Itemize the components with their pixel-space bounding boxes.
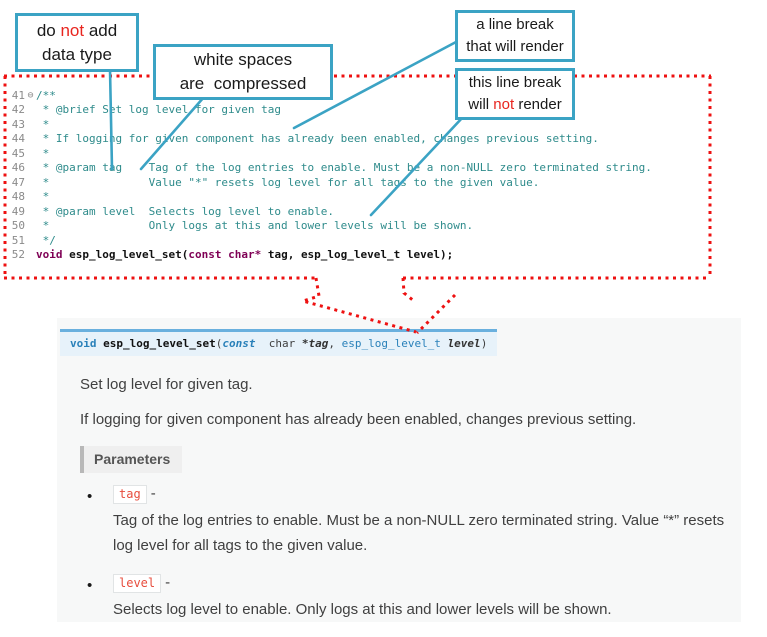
bullet-icon: • <box>87 577 93 594</box>
line-number: 51 <box>11 233 25 247</box>
code-line <box>10 103 710 118</box>
line-number: 43 <box>11 117 25 131</box>
callout-text: render <box>514 96 562 113</box>
doc-description: If logging for given component has already been enabled, changes previous setting. <box>80 411 637 428</box>
callout-text: data type <box>42 44 112 64</box>
line-number: 49 <box>11 204 25 218</box>
sig-space <box>441 337 448 350</box>
sig-char: char <box>262 337 302 350</box>
arrow-down-right-stub <box>403 278 414 301</box>
callout-text: do <box>36 20 61 40</box>
callout-text: white spaces <box>193 50 293 69</box>
callout-text: that will render <box>466 38 564 55</box>
callout-text: add <box>84 20 118 40</box>
list-item <box>87 574 741 622</box>
callout-text: will <box>468 96 494 113</box>
fold-collapse-icon[interactable]: ⊖ <box>27 89 34 101</box>
callout-text: are compressed <box>179 74 307 93</box>
param-name-tag: tag <box>113 485 147 504</box>
param-separator: - <box>150 485 156 502</box>
code-text: */ <box>36 233 56 247</box>
code-text: * <box>36 117 50 131</box>
sig-const: const <box>222 337 263 350</box>
line-number: 41 <box>11 88 25 102</box>
sig-paren: ( <box>215 337 223 350</box>
code-line-declaration <box>10 248 710 263</box>
code-line <box>10 175 710 190</box>
code-text: * @param tag Tag of the log entries to enable. Must be a non-NULL zero terminated string. <box>36 161 652 175</box>
callout-whitespace <box>153 44 333 100</box>
list-item <box>87 485 741 558</box>
code-line <box>10 233 710 248</box>
rendered-doc-panel <box>57 318 741 622</box>
code-text: * <box>36 190 50 204</box>
callout-break-renders <box>455 10 575 62</box>
code-text: * Only logs at this and lower levels will be shown. <box>36 219 474 233</box>
callout-break-no-render <box>455 68 575 120</box>
sig-function-name: esp_log_level_set <box>103 337 216 350</box>
code-text: /** <box>36 88 56 102</box>
param-separator: - <box>165 574 171 591</box>
code-line <box>10 146 710 161</box>
function-name: esp_log_level_set( <box>69 248 189 262</box>
callout-no-datatype <box>15 13 139 72</box>
doc-brief: Set log level for given tag. <box>80 376 253 393</box>
sig-return-type: void <box>70 337 104 350</box>
code-text: * @brief Set log level for given tag <box>36 103 282 117</box>
code-line <box>10 88 710 103</box>
line-number: 44 <box>11 132 25 146</box>
line-number: 45 <box>11 146 25 160</box>
sig-type-link[interactable]: esp_log_level_t <box>341 337 441 350</box>
callout-text-emphasis: not <box>493 96 515 113</box>
sig-param-tag: *tag <box>301 337 329 350</box>
sig-comma: , <box>328 337 342 350</box>
code-line <box>10 132 710 147</box>
sig-param-level: level <box>447 337 481 350</box>
callout-text-emphasis: not <box>60 20 85 40</box>
param-description: Selects log level to enable. Only logs at this and lower levels will be shown. <box>113 601 612 618</box>
callout-text: this line break <box>468 74 562 91</box>
keyword-void: void <box>36 248 70 262</box>
code-text: * <box>36 146 50 160</box>
parameter-list <box>87 485 741 622</box>
code-editor <box>10 88 710 262</box>
parameters-heading: Parameters <box>80 446 182 473</box>
line-number: 48 <box>11 190 25 204</box>
code-text: * @param level Selects log level to enable. <box>36 204 335 218</box>
code-line <box>10 190 710 205</box>
line-number: 50 <box>11 219 25 233</box>
code-line <box>10 204 710 219</box>
sig-close-paren: ) <box>480 337 488 350</box>
bullet-icon: • <box>87 488 93 505</box>
callout-text: a line break <box>476 16 554 33</box>
param-description: Tag of the log entries to enable. Must be a non-NULL zero terminated string. Value “*” resets log level for all tags to the given value. <box>113 512 725 554</box>
code-line <box>10 117 710 132</box>
line-number: 52 <box>11 248 25 262</box>
code-text: * Value "*" resets log level for all tags to the given value. <box>36 175 540 189</box>
keyword-const-char: const char* <box>188 248 262 262</box>
line-number: 47 <box>11 175 25 189</box>
function-args: tag, esp_log_level_t level); <box>261 248 454 262</box>
line-number: 46 <box>11 161 25 175</box>
line-number: 42 <box>11 103 25 117</box>
code-line <box>10 219 710 234</box>
param-name-level: level <box>113 574 161 593</box>
function-signature <box>60 329 497 356</box>
code-text: * If logging for given component has already been enabled, changes previous setting. <box>36 132 599 146</box>
code-line <box>10 161 710 176</box>
